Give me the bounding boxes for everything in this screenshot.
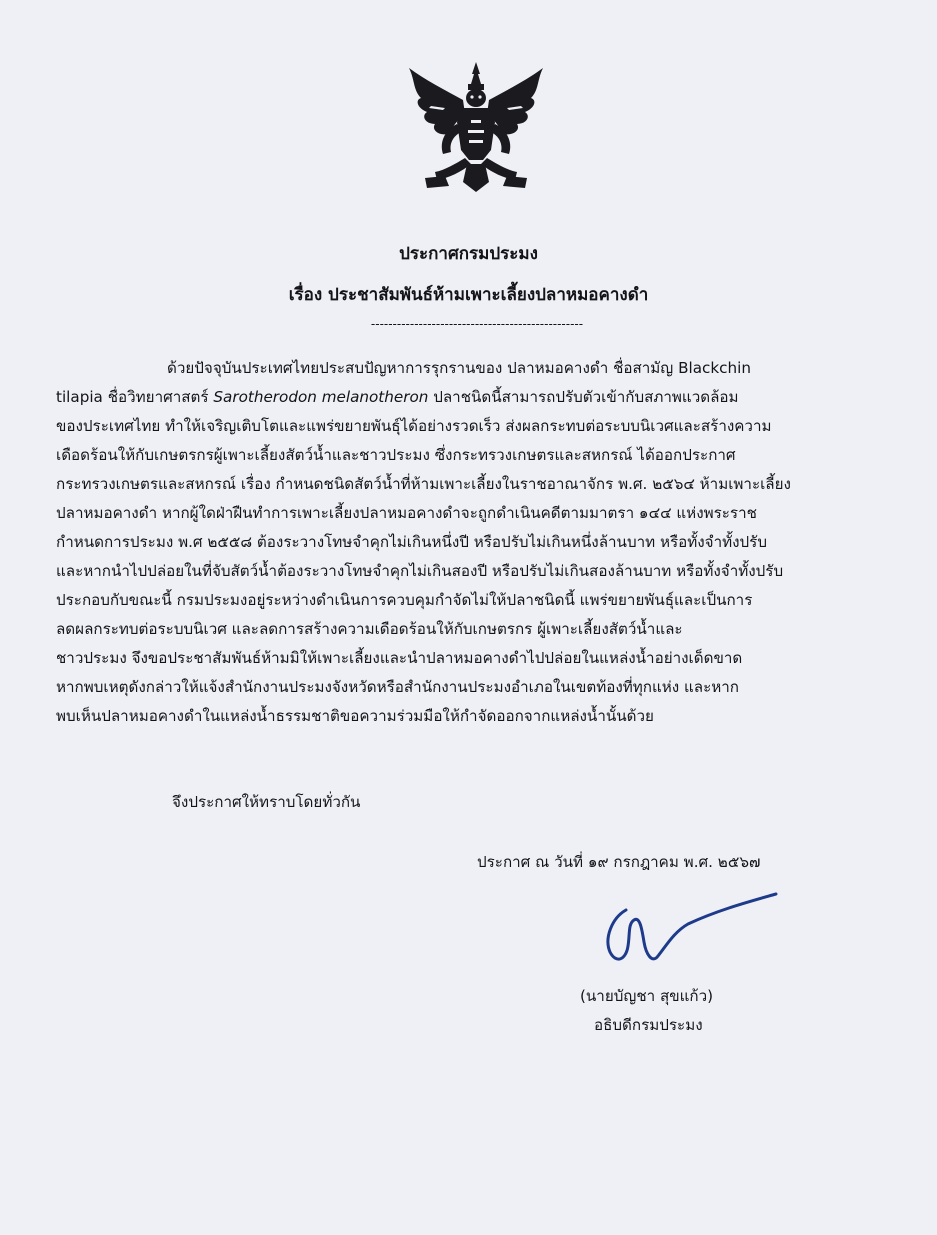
garuda-emblem — [405, 60, 547, 200]
body-line-13: พบเห็นปลาหมอคางดำในแหล่งน้ำธรรมชาติขอความร่วมมือให้กำจัดออกจากแหล่งน้ำนั้นด้วย — [56, 707, 654, 725]
signature — [598, 880, 788, 980]
signer-name: (นายบัญชา สุขแก้ว) — [580, 987, 714, 1005]
body-line-10: ลดผลกระทบต่อระบบนิเวศ และลดการสร้างความเดือดร้อนให้กับเกษตรกร ผู้เพาะเลี้ยงสัตว์น้ำและ — [56, 620, 683, 638]
body-line-8: และหากนำไปปล่อยในที่จับสัตว์น้ำต้องระวางโทษจำคุกไม่เกินสองปี หรือปรับไม่เกินสองล้านบาท หรือทั้งจำทั้งปรับ — [56, 562, 784, 580]
body-line-12: หากพบเหตุดังกล่าวให้แจ้งสำนักงานประมงจังหวัดหรือสำนักงานประมงอำเภอในเขตท้องที่ทุกแห่ง และหาก — [56, 678, 739, 696]
body-line-2-end: ปลาชนิดนี้สามารถปรับตัวเข้ากับสภาพแวดล้อม — [428, 388, 739, 406]
body-line-9: ประกอบกับขณะนี้ กรมประมงอยู่ระหว่างดำเนินการควบคุมกำจัดไม่ให้ปลาชนิดนี้ แพร่ขยายพันธุ์และเป็นการ — [56, 591, 753, 609]
announcement-heading: ประกาศกรมประมง — [399, 244, 538, 264]
announcement-subject: เรื่อง ประชาสัมพันธ์ห้ามเพาะเลี้ยงปลาหมอคางดำ — [288, 285, 649, 305]
signer-position: อธิบดีกรมประมง — [594, 1016, 703, 1034]
body-line-1: ด้วยปัจจุบันประเทศไทยประสบปัญหาการรุกรานของ ปลาหมอคางดำ ชื่อสามัญ Blackchin — [167, 359, 751, 377]
body-line-2 — [56, 383, 890, 411]
scientific-name: Sarotherodon melanotheron — [213, 388, 429, 406]
body-line-6: ปลาหมอคางดำ หากผู้ใดฝ่าฝืนทำการเพาะเลี้ยงปลาหมอคางดำจะถูกดำเนินคดีตามมาตรา ๑๔๔ แห่งพระราช — [56, 504, 757, 522]
body-line-4: เดือดร้อนให้กับเกษตรกรผู้เพาะเลี้ยงสัตว์น้ำและชาวประมง ซึ่งกระทรวงเกษตรและสหกรณ์ ได้ออกประกาศ — [56, 446, 736, 464]
announcement-date: ประกาศ ณ วันที่ ๑๙ กรกฎาคม พ.ศ. ๒๕๖๗ — [477, 853, 761, 871]
separator-line: ------------------------------------------------- — [370, 318, 584, 330]
closing-statement: จึงประกาศให้ทราบโดยทั่วกัน — [172, 793, 361, 811]
body-line-2-start: tilapia ชื่อวิทยาศาสตร์ — [56, 388, 214, 406]
body-line-3: ของประเทศไทย ทำให้เจริญเติบโตและแพร่ขยายพันธุ์ได้อย่างรวดเร็ว ส่งผลกระทบต่อระบบนิเวศและสร้างความ — [56, 417, 772, 435]
body-line-11: ชาวประมง จึงขอประชาสัมพันธ์ห้ามมิให้เพาะเลี้ยงและนำปลาหมอคางดำไปปล่อยในแหล่งน้ำอย่างเด็ดขาด — [56, 649, 743, 667]
body-line-7: กำหนดการประมง พ.ศ ๒๕๕๘ ต้องระวางโทษจำคุกไม่เกินหนึ่งปี หรือปรับไม่เกินหนึ่งล้านบาท หรือทั้งจำทั้งปรับ — [56, 533, 767, 551]
body-line-5: กระทรวงเกษตรและสหกรณ์ เรื่อง กำหนดชนิดสัตว์น้ำที่ห้ามเพาะเลี้ยงในราชอาณาจักร พ.ศ. ๒๕๖๔ ห้ามเพาะเลี้ยง — [56, 475, 791, 493]
